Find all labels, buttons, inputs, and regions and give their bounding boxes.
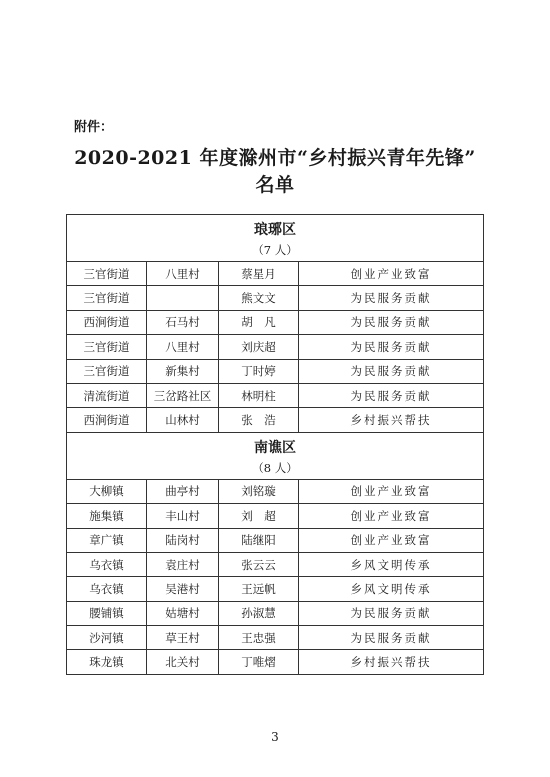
table-row [67,552,484,576]
town-cell: 三官街道 [67,359,147,383]
town-cell: 乌衣镇 [67,552,147,576]
district-name: 琅琊区 [67,215,484,240]
person-name-cell: 张 浩 [219,408,299,432]
town-cell: 乌衣镇 [67,577,147,601]
village-cell: 八里村 [147,335,219,359]
village-cell: 八里村 [147,262,219,286]
category-cell: 乡风文明传承 [299,577,484,601]
town-cell: 三官街道 [67,335,147,359]
category-cell: 为民服务贡献 [299,626,484,650]
village-cell: 北关村 [147,650,219,674]
village-cell: 姑塘村 [147,601,219,625]
category-cell: 为民服务贡献 [299,286,484,310]
village-cell: 草王村 [147,626,219,650]
village-cell: 山林村 [147,408,219,432]
table-row [67,650,484,674]
village-cell: 曲亭村 [147,479,219,503]
person-name-cell: 丁唯熠 [219,650,299,674]
category-cell: 创业产业致富 [299,504,484,528]
person-name-cell: 张云云 [219,552,299,576]
category-cell: 乡风文明传承 [299,552,484,576]
town-cell: 三官街道 [67,286,147,310]
town-cell: 施集镇 [67,504,147,528]
town-cell: 章广镇 [67,528,147,552]
district-header-row [67,215,484,240]
town-cell: 三官街道 [67,262,147,286]
village-cell: 吴港村 [147,577,219,601]
village-cell: 陆岗村 [147,528,219,552]
table-row [67,359,484,383]
person-name-cell: 胡 凡 [219,310,299,334]
category-cell: 为民服务贡献 [299,359,484,383]
person-name-cell: 刘庆超 [219,335,299,359]
person-name-cell: 丁时婷 [219,359,299,383]
town-cell: 沙河镇 [67,626,147,650]
document-title: 2020-2021 年度滁州市“乡村振兴青年先锋” [74,147,476,169]
district-count: （7 人） [67,239,484,262]
village-cell: 袁庄村 [147,552,219,576]
village-cell: 丰山村 [147,504,219,528]
town-cell: 清流街道 [67,383,147,407]
village-cell: 三岔路社区 [147,383,219,407]
district-count-row [67,239,484,262]
category-cell: 乡村振兴帮扶 [299,650,484,674]
town-cell: 腰铺镇 [67,601,147,625]
person-name-cell: 刘铭璇 [219,479,299,503]
category-cell: 创业产业致富 [299,479,484,503]
village-cell: 石马村 [147,310,219,334]
category-cell: 为民服务贡献 [299,335,484,359]
district-count: （8 人） [67,457,484,480]
town-cell: 西涧街道 [67,408,147,432]
person-name-cell: 刘 超 [219,504,299,528]
table-row [67,310,484,334]
village-cell: 新集村 [147,359,219,383]
attachment-label: 附件： [74,120,114,135]
district-count-row [67,457,484,480]
person-name-cell: 林明柱 [219,383,299,407]
page-number: 3 [271,730,279,744]
person-name-cell: 陆继阳 [219,528,299,552]
table-row [67,262,484,286]
document-title-line2: 名单 [255,174,295,196]
roster-table [66,214,484,675]
table-row [67,601,484,625]
district-header-row [67,432,484,457]
village-cell [147,286,219,310]
person-name-cell: 王远帆 [219,577,299,601]
category-cell: 为民服务贡献 [299,310,484,334]
category-cell: 创业产业致富 [299,262,484,286]
category-cell: 创业产业致富 [299,528,484,552]
table-row [67,577,484,601]
person-name-cell: 熊文文 [219,286,299,310]
table-row [67,383,484,407]
table-row [67,626,484,650]
person-name-cell: 孙淑慧 [219,601,299,625]
district-name: 南谯区 [67,432,484,457]
table-row [67,479,484,503]
table-row [67,286,484,310]
town-cell: 大柳镇 [67,479,147,503]
category-cell: 为民服务贡献 [299,383,484,407]
table-row [67,408,484,432]
category-cell: 为民服务贡献 [299,601,484,625]
town-cell: 西涧街道 [67,310,147,334]
table-row [67,528,484,552]
town-cell: 珠龙镇 [67,650,147,674]
category-cell: 乡村振兴帮扶 [299,408,484,432]
person-name-cell: 王忠强 [219,626,299,650]
table-row [67,504,484,528]
table-row [67,335,484,359]
person-name-cell: 蔡星月 [219,262,299,286]
